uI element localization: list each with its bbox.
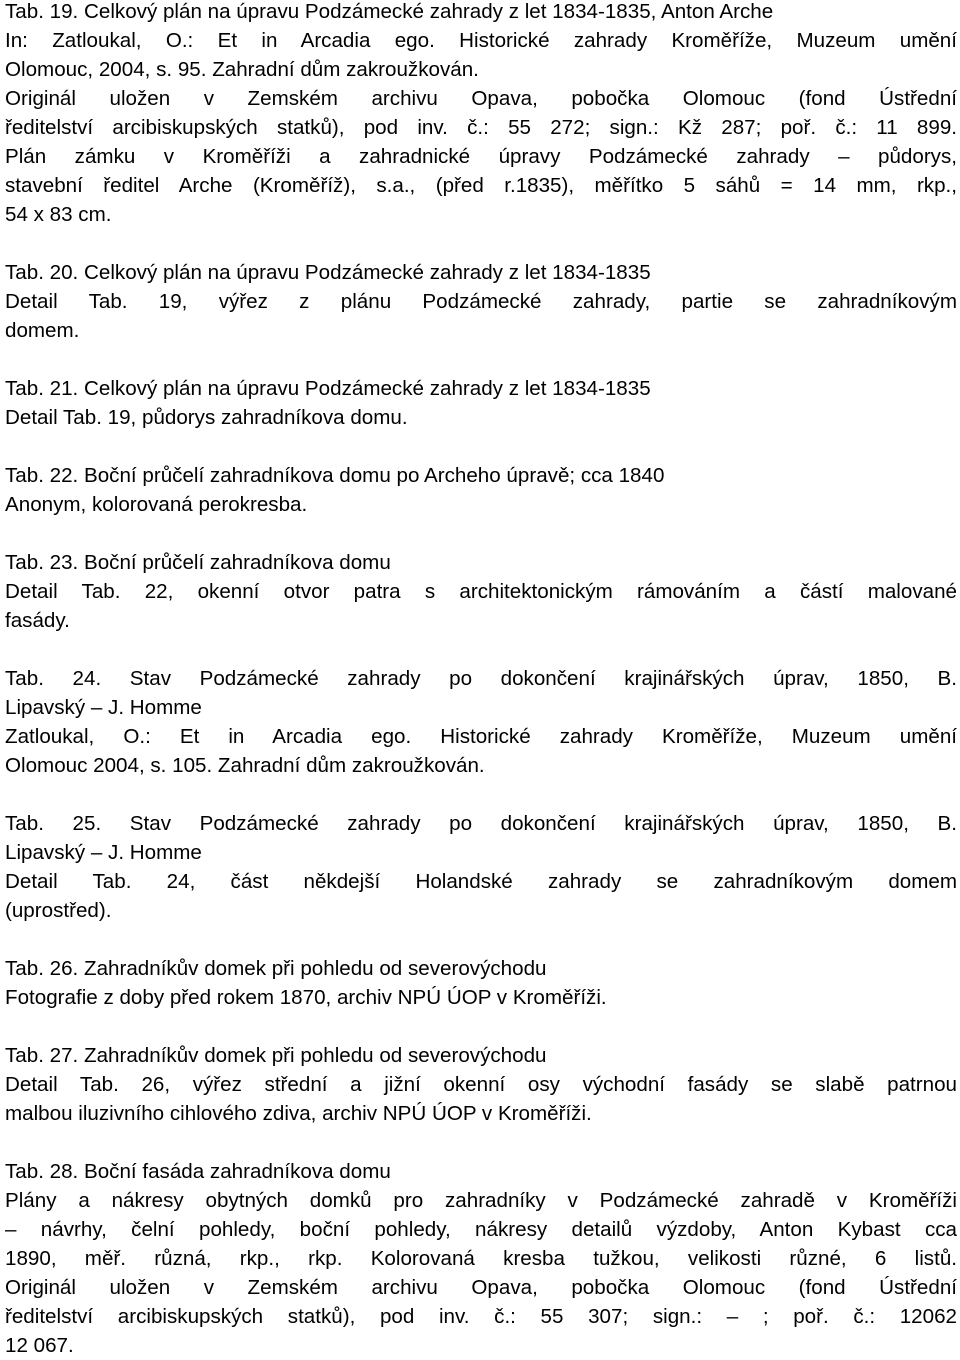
caption-entry [5, 664, 957, 780]
text-line: In: Zatloukal, O.: Et in Arcadia ego. Historické zahrady Kroměříže, Muzeum umění [5, 29, 957, 52]
text-line: Tab. 26. Zahradníkův domek při pohledu od severovýchodu [5, 957, 547, 980]
text-line: Detail Tab. 22, okenní otvor patra s architektonickým rámováním a částí malované [5, 580, 957, 603]
caption-entry [5, 1041, 957, 1128]
text-line: Zatloukal, O.: Et in Arcadia ego. Historické zahrady Kroměříže, Muzeum umění [5, 725, 957, 748]
text-line: Tab. 24. Stav Podzámecké zahrady po dokončení krajinářských úprav, 1850, B. [5, 667, 957, 690]
text-line: Tab. 23. Boční průčelí zahradníkova domu [5, 551, 391, 574]
caption-paragraph [5, 1157, 957, 1360]
text-line: Detail Tab. 24, část někdejší Holandské zahrady se zahradníkovým domem [5, 870, 957, 893]
text-line: 1890, měř. různá, rkp., rkp. Kolorovaná kresba tužkou, velikosti různé, 6 listů. [5, 1247, 957, 1270]
caption-paragraph [5, 374, 957, 432]
caption-paragraph [5, 809, 957, 925]
caption-entry [5, 1157, 957, 1360]
text-line: Lipavský – J. Homme [5, 696, 202, 719]
caption-entry [5, 374, 957, 432]
text-line: 12 067. [5, 1334, 74, 1357]
text-line: 54 x 83 cm. [5, 203, 112, 226]
text-line: malbou iluzivního cihlového zdiva, archiv NPÚ ÚOP v Kroměříži. [5, 1102, 592, 1125]
text-line: Tab. 21. Celkový plán na úpravu Podzámecké zahrady z let 1834-1835 [5, 377, 651, 400]
caption-paragraph [5, 548, 957, 635]
text-line: Anonym, kolorovaná perokresba. [5, 493, 308, 516]
text-line: Lipavský – J. Homme [5, 841, 202, 864]
caption-entry [5, 809, 957, 925]
caption-paragraph [5, 461, 957, 519]
text-line: Tab. 19. Celkový plán na úpravu Podzámecké zahrady z let 1834-1835, Anton Arche [5, 0, 774, 23]
caption-entry [5, 258, 957, 345]
caption-paragraph [5, 954, 957, 1012]
caption-paragraph [5, 258, 957, 345]
text-line: ředitelství arcibiskupských statků), pod inv. č.: 55 307; sign.: – ; poř. č.: 12062 [5, 1305, 957, 1328]
caption-entry [5, 954, 957, 1012]
text-line: Fotografie z doby před rokem 1870, archiv NPÚ ÚOP v Kroměříži. [5, 986, 607, 1009]
text-line: Olomouc, 2004, s. 95. Zahradní dům zakroužkován. [5, 58, 479, 81]
text-line: Olomouc 2004, s. 105. Zahradní dům zakroužkován. [5, 754, 485, 777]
text-line: (uprostřed). [5, 899, 112, 922]
caption-entry [5, 0, 957, 229]
text-line: Detail Tab. 19, půdorys zahradníkova domu. [5, 406, 408, 429]
document-page [5, 0, 957, 1360]
text-line: ředitelství arcibiskupských statků), pod inv. č.: 55 272; sign.: Kž 287; poř. č.: 11 899. [5, 116, 957, 139]
text-line: Plán zámku v Kroměříži a zahradnické úpravy Podzámecké zahrady – půdorys, [5, 145, 957, 168]
text-line: Tab. 22. Boční průčelí zahradníkova domu po Archeho úpravě; cca 1840 [5, 464, 665, 487]
text-line: stavební ředitel Arche (Kroměříž), s.a., (před r.1835), měřítko 5 sáhů = 14 mm, rkp., [5, 174, 957, 197]
text-line: Plány a nákresy obytných domků pro zahradníky v Podzámecké zahradě v Kroměříži [5, 1189, 957, 1212]
text-line: – návrhy, čelní pohledy, boční pohledy, nákresy detailů výzdoby, Anton Kybast cca [5, 1218, 957, 1241]
text-line: Originál uložen v Zemském archivu Opava, pobočka Olomouc (fond Ústřední [5, 87, 957, 110]
text-line: domem. [5, 319, 80, 342]
text-line: Tab. 28. Boční fasáda zahradníkova domu [5, 1160, 391, 1183]
text-line: Tab. 25. Stav Podzámecké zahrady po dokončení krajinářských úprav, 1850, B. [5, 812, 957, 835]
text-line: Tab. 27. Zahradníkův domek při pohledu od severovýchodu [5, 1044, 547, 1067]
text-line: Tab. 20. Celkový plán na úpravu Podzámecké zahrady z let 1834-1835 [5, 261, 651, 284]
text-line: fasády. [5, 609, 70, 632]
text-line: Detail Tab. 26, výřez střední a jižní okenní osy východní fasády se slabě patrnou [5, 1073, 957, 1096]
text-line: Detail Tab. 19, výřez z plánu Podzámecké zahrady, partie se zahradníkovým [5, 290, 957, 313]
caption-paragraph [5, 1041, 957, 1128]
text-line: Originál uložen v Zemském archivu Opava, pobočka Olomouc (fond Ústřední [5, 1276, 957, 1299]
caption-paragraph [5, 0, 957, 229]
caption-entry [5, 548, 957, 635]
caption-entry [5, 461, 957, 519]
caption-paragraph [5, 664, 957, 780]
